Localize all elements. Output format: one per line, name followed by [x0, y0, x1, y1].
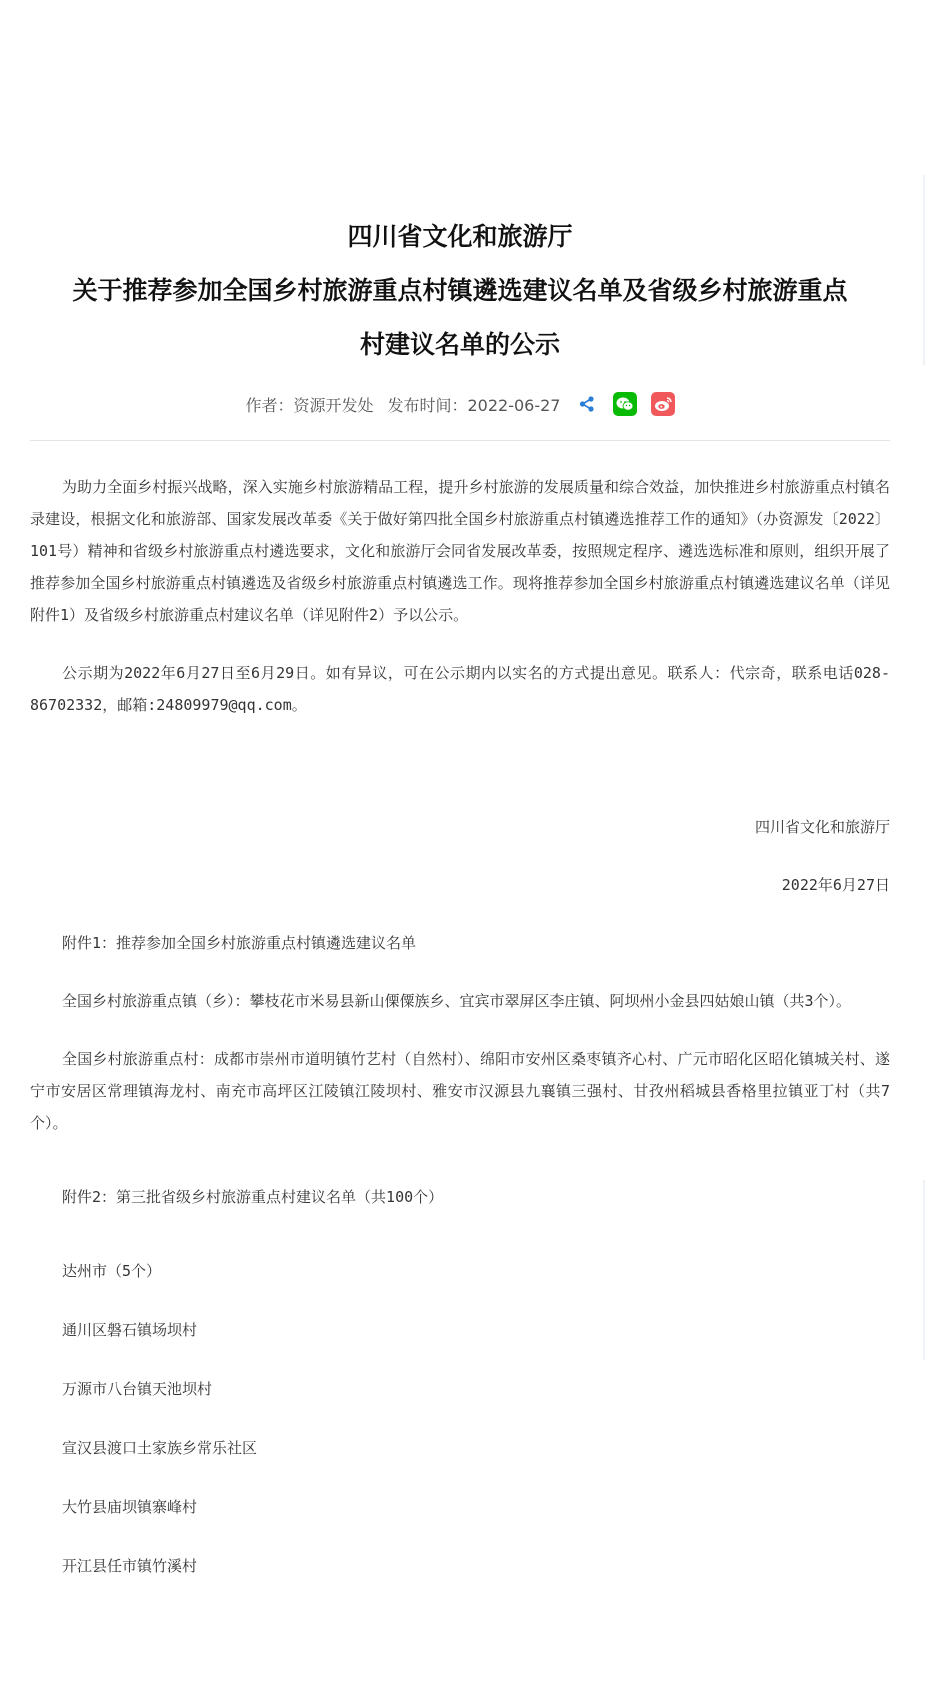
notice-paragraph: 公示期为2022年6月27日至6月29日。如有异议，可在公示期内以实名的方式提出意见。联系人：代宗奇，联系电话028-86702332，邮箱:24809979@qq.com。 [30, 664, 890, 714]
article-meta [30, 386, 890, 422]
list-item: 宣汉县渡口土家族乡常乐社区 [62, 1439, 258, 1457]
attachment1-title: 附件1：推荐参加全国乡村旅游重点村镇遴选建议名单 [62, 934, 417, 952]
list-item: 大竹县庙坝镇寨峰村 [62, 1498, 198, 1516]
wechat-icon[interactable] [613, 392, 637, 416]
weibo-icon[interactable] [651, 392, 675, 416]
intro-paragraph: 为助力全面乡村振兴战略，深入实施乡村旅游精品工程，提升乡村旅游的发展质量和综合效益，加快推进乡村旅游重点村镇名录建设，根据文化和旅游部、国家发展改革委《关于做好第四批全国乡村旅游重点村镇遴选推荐工作的通知》（办资源发〔2022〕101号）精神和省级乡村旅游重点村遴选要求，文化和旅游厅会同省发展改革委，按照规定程序、遴选选标准和原则，组织开展了推荐参加全国乡村旅游重点村镇遴选及省级乡村旅游重点村镇遴选工作。现将推荐参加全国乡村旅游重点村镇遴选建议名单（详见附件1）及省级乡村旅游重点村建议名单（详见附件2）予以公示。 [30, 478, 890, 624]
page-title-line-3: 村建议名单的公示 [359, 330, 560, 359]
city-header: 达州市（5个） [62, 1262, 162, 1280]
share-icon[interactable] [575, 392, 599, 416]
signature-date: 2022年6月27日 [781, 876, 890, 894]
page-title-line-1: 四川省文化和旅游厅 [347, 222, 573, 251]
list-item: 万源市八台镇天池坝村 [62, 1380, 213, 1398]
list-item: 开江县任市镇竹溪村 [62, 1557, 198, 1575]
article [30, 210, 890, 1582]
attachment2-title: 附件2：第三批省级乡村旅游重点村建议名单（共100个） [62, 1188, 444, 1206]
author-label: 作者：资源开发处 [245, 395, 374, 415]
page-title-line-2: 关于推荐参加全国乡村旅游重点村镇遴选建议名单及省级乡村旅游重点 [72, 276, 848, 305]
signature-org: 四川省文化和旅游厅 [754, 818, 890, 836]
attachment1-towns: 全国乡村旅游重点镇（乡）：攀枝花市米易县新山傈僳族乡、宜宾市翠屏区李庄镇、阿坝州小金县四姑娘山镇（共3个）。 [62, 992, 852, 1010]
title-divider [30, 440, 890, 441]
attachment1-villages: 全国乡村旅游重点村：成都市崇州市道明镇竹艺村（自然村）、绵阳市安州区桑枣镇齐心村、广元市昭化区昭化镇城关村、遂宁市安居区常理镇海龙村、南充市高坪区江陵镇江陵坝村、雅安市汉源县九襄镇三强村、甘孜州稻城县香格里拉镇亚丁村（共7个）。 [30, 1050, 890, 1132]
meta-text [245, 393, 560, 416]
article-body [30, 471, 890, 1582]
list-item: 通川区磐石镇场坝村 [62, 1321, 198, 1339]
publish-time: 发布时间：2022-06-27 [387, 395, 561, 415]
